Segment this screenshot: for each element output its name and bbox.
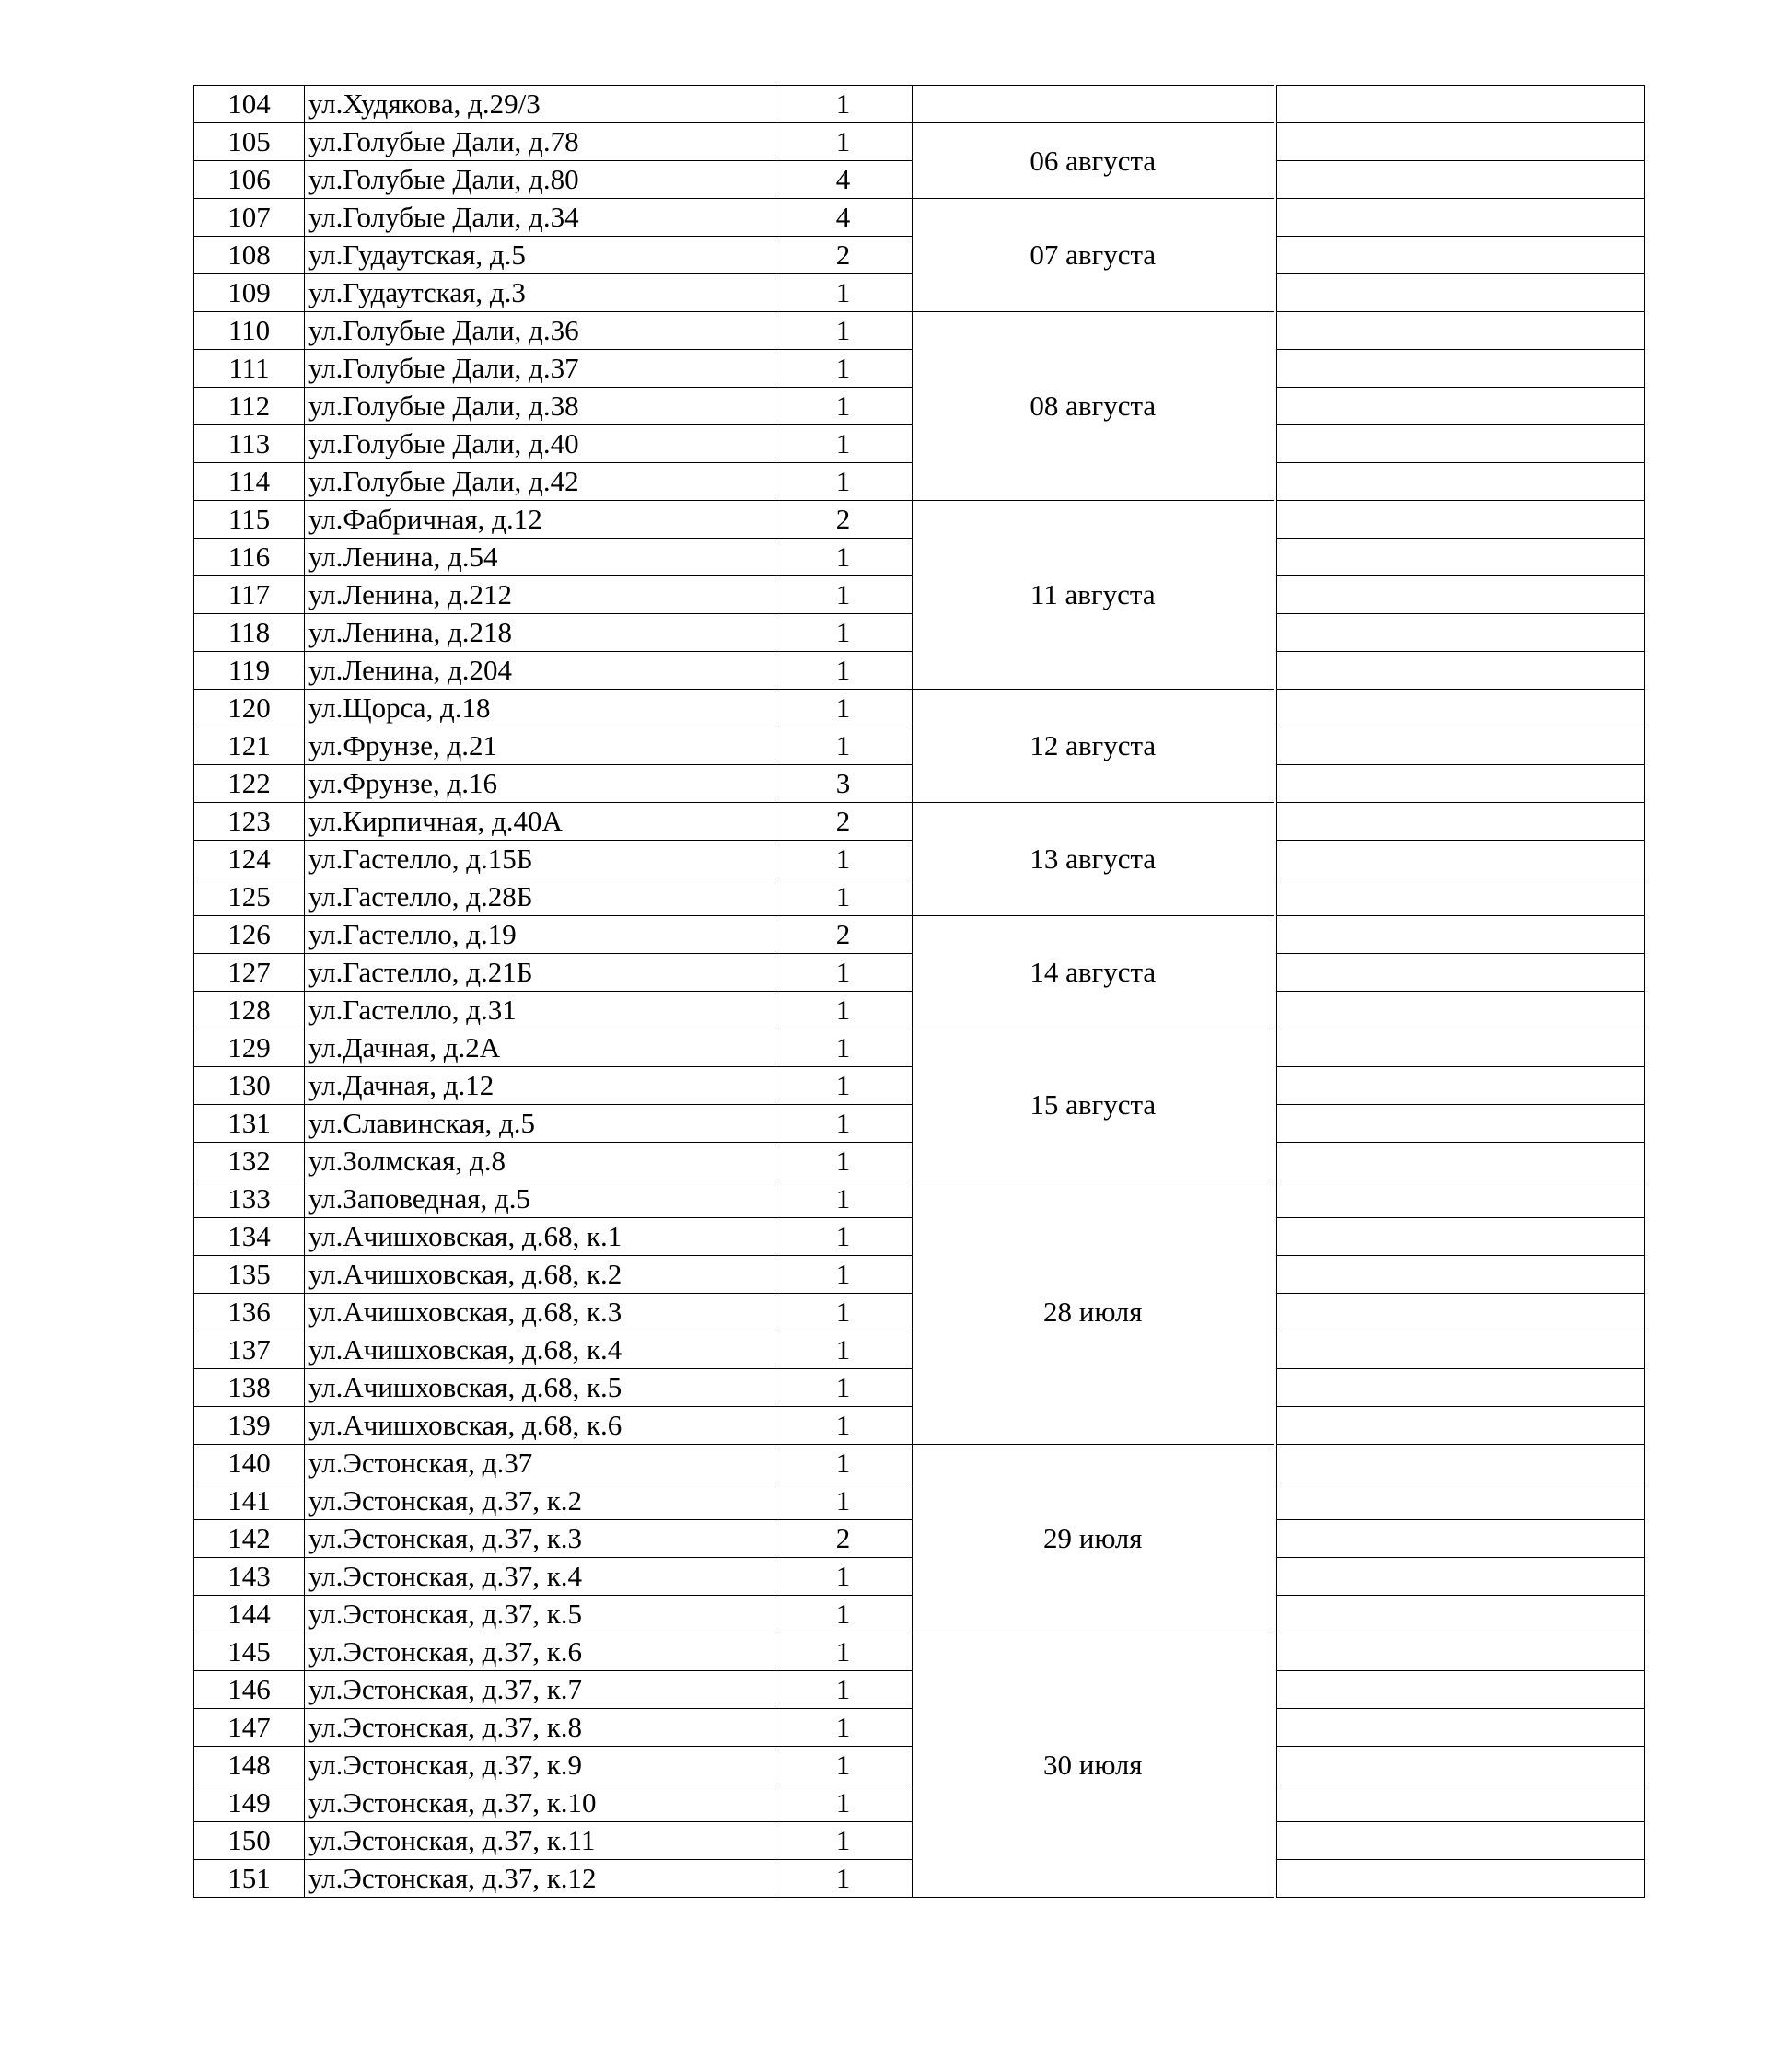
blank-cell — [1275, 463, 1645, 501]
row-number: 135 — [194, 1256, 305, 1294]
table-row — [194, 199, 1645, 237]
quantity-cell: 1 — [774, 388, 913, 425]
address-cell: ул.Золмская, д.8 — [305, 1143, 774, 1180]
address-cell: ул.Эстонская, д.37, к.7 — [305, 1671, 774, 1709]
blank-cell — [1275, 1860, 1645, 1898]
row-number: 141 — [194, 1482, 305, 1520]
address-cell: ул.Голубые Дали, д.78 — [305, 123, 774, 161]
row-number: 133 — [194, 1180, 305, 1218]
address-cell: ул.Ачишховская, д.68, к.4 — [305, 1331, 774, 1369]
row-number: 140 — [194, 1445, 305, 1482]
blank-cell — [1275, 1747, 1645, 1784]
address-cell: ул.Гастелло, д.28Б — [305, 878, 774, 916]
blank-cell — [1275, 425, 1645, 463]
address-cell: ул.Щорса, д.18 — [305, 690, 774, 727]
address-cell: ул.Славинская, д.5 — [305, 1105, 774, 1143]
address-cell: ул.Ленина, д.204 — [305, 652, 774, 690]
row-number: 145 — [194, 1633, 305, 1671]
blank-cell — [1275, 388, 1645, 425]
blank-cell — [1275, 1445, 1645, 1482]
blank-cell — [1275, 539, 1645, 576]
row-number: 112 — [194, 388, 305, 425]
address-cell: ул.Ачишховская, д.68, к.3 — [305, 1294, 774, 1331]
blank-cell — [1275, 1143, 1645, 1180]
row-number: 131 — [194, 1105, 305, 1143]
date-cell: 29 июля — [913, 1445, 1275, 1633]
address-cell: ул.Заповедная, д.5 — [305, 1180, 774, 1218]
address-cell: ул.Голубые Дали, д.80 — [305, 161, 774, 199]
address-cell: ул.Эстонская, д.37, к.8 — [305, 1709, 774, 1747]
blank-cell — [1275, 199, 1645, 237]
address-cell: ул.Ачишховская, д.68, к.1 — [305, 1218, 774, 1256]
address-cell: ул.Голубые Дали, д.36 — [305, 312, 774, 350]
address-cell: ул.Ачишховская, д.68, к.2 — [305, 1256, 774, 1294]
address-cell: ул.Эстонская, д.37, к.3 — [305, 1520, 774, 1558]
quantity-cell: 2 — [774, 803, 913, 841]
table-row — [194, 1633, 1645, 1671]
row-number: 119 — [194, 652, 305, 690]
blank-cell — [1275, 1256, 1645, 1294]
row-number: 104 — [194, 86, 305, 123]
blank-cell — [1275, 652, 1645, 690]
quantity-cell: 1 — [774, 1558, 913, 1596]
quantity-cell: 1 — [774, 614, 913, 652]
quantity-cell: 1 — [774, 690, 913, 727]
table-row — [194, 1445, 1645, 1482]
quantity-cell: 1 — [774, 539, 913, 576]
date-cell: 13 августа — [913, 803, 1275, 916]
address-cell: ул.Гудаутская, д.5 — [305, 237, 774, 274]
quantity-cell: 1 — [774, 1633, 913, 1671]
address-cell: ул.Фрунзе, д.21 — [305, 727, 774, 765]
row-number: 110 — [194, 312, 305, 350]
blank-cell — [1275, 274, 1645, 312]
row-number: 130 — [194, 1067, 305, 1105]
date-cell: 08 августа — [913, 312, 1275, 501]
quantity-cell: 1 — [774, 841, 913, 878]
address-cell: ул.Эстонская, д.37, к.2 — [305, 1482, 774, 1520]
quantity-cell: 1 — [774, 992, 913, 1029]
row-number: 105 — [194, 123, 305, 161]
date-cell: 30 июля — [913, 1633, 1275, 1898]
quantity-cell: 1 — [774, 350, 913, 388]
quantity-cell: 1 — [774, 1445, 913, 1482]
quantity-cell: 1 — [774, 86, 913, 123]
address-schedule-table — [193, 85, 1645, 1898]
address-cell: ул.Гастелло, д.21Б — [305, 954, 774, 992]
quantity-cell: 1 — [774, 1067, 913, 1105]
table-row — [194, 690, 1645, 727]
quantity-cell: 2 — [774, 1520, 913, 1558]
address-cell: ул.Ленина, д.212 — [305, 576, 774, 614]
quantity-cell: 1 — [774, 1482, 913, 1520]
quantity-cell: 1 — [774, 954, 913, 992]
blank-cell — [1275, 86, 1645, 123]
address-cell: ул.Эстонская, д.37, к.11 — [305, 1822, 774, 1860]
row-number: 137 — [194, 1331, 305, 1369]
quantity-cell: 1 — [774, 312, 913, 350]
quantity-cell: 1 — [774, 463, 913, 501]
quantity-cell: 1 — [774, 1218, 913, 1256]
date-cell: 28 июля — [913, 1180, 1275, 1445]
row-number: 144 — [194, 1596, 305, 1633]
address-cell: ул.Голубые Дали, д.38 — [305, 388, 774, 425]
address-cell: ул.Эстонская, д.37 — [305, 1445, 774, 1482]
table-row — [194, 1029, 1645, 1067]
blank-cell — [1275, 1709, 1645, 1747]
blank-cell — [1275, 1029, 1645, 1067]
table-row — [194, 803, 1645, 841]
row-number: 107 — [194, 199, 305, 237]
row-number: 111 — [194, 350, 305, 388]
quantity-cell: 4 — [774, 161, 913, 199]
quantity-cell: 1 — [774, 1256, 913, 1294]
quantity-cell: 4 — [774, 199, 913, 237]
quantity-cell: 1 — [774, 878, 913, 916]
quantity-cell: 2 — [774, 237, 913, 274]
row-number: 118 — [194, 614, 305, 652]
row-number: 117 — [194, 576, 305, 614]
address-cell: ул.Дачная, д.2А — [305, 1029, 774, 1067]
blank-cell — [1275, 1671, 1645, 1709]
address-cell: ул.Гастелло, д.15Б — [305, 841, 774, 878]
address-cell: ул.Голубые Дали, д.40 — [305, 425, 774, 463]
blank-cell — [1275, 803, 1645, 841]
address-cell: ул.Ачишховская, д.68, к.6 — [305, 1407, 774, 1445]
row-number: 122 — [194, 765, 305, 803]
quantity-cell: 1 — [774, 1407, 913, 1445]
address-cell: ул.Гастелло, д.31 — [305, 992, 774, 1029]
date-cell: 14 августа — [913, 916, 1275, 1029]
date-cell: 07 августа — [913, 199, 1275, 312]
address-cell: ул.Голубые Дали, д.37 — [305, 350, 774, 388]
row-number: 108 — [194, 237, 305, 274]
quantity-cell: 1 — [774, 1596, 913, 1633]
quantity-cell: 2 — [774, 916, 913, 954]
address-cell: ул.Гастелло, д.19 — [305, 916, 774, 954]
address-cell: ул.Эстонская, д.37, к.5 — [305, 1596, 774, 1633]
row-number: 148 — [194, 1747, 305, 1784]
blank-cell — [1275, 614, 1645, 652]
row-number: 127 — [194, 954, 305, 992]
blank-cell — [1275, 1822, 1645, 1860]
address-cell: ул.Худякова, д.29/3 — [305, 86, 774, 123]
blank-cell — [1275, 727, 1645, 765]
blank-cell — [1275, 878, 1645, 916]
row-number: 124 — [194, 841, 305, 878]
blank-cell — [1275, 1331, 1645, 1369]
address-cell: ул.Ленина, д.218 — [305, 614, 774, 652]
blank-cell — [1275, 1520, 1645, 1558]
table-row — [194, 86, 1645, 123]
quantity-cell: 1 — [774, 1105, 913, 1143]
row-number: 142 — [194, 1520, 305, 1558]
table-row — [194, 916, 1645, 954]
row-number: 146 — [194, 1671, 305, 1709]
row-number: 132 — [194, 1143, 305, 1180]
blank-cell — [1275, 1633, 1645, 1671]
address-cell: ул.Эстонская, д.37, к.10 — [305, 1784, 774, 1822]
address-cell: ул.Голубые Дали, д.34 — [305, 199, 774, 237]
row-number: 151 — [194, 1860, 305, 1898]
row-number: 139 — [194, 1407, 305, 1445]
row-number: 136 — [194, 1294, 305, 1331]
blank-cell — [1275, 1294, 1645, 1331]
table-row — [194, 1180, 1645, 1218]
blank-cell — [1275, 841, 1645, 878]
blank-cell — [1275, 1067, 1645, 1105]
address-cell: ул.Голубые Дали, д.42 — [305, 463, 774, 501]
quantity-cell: 1 — [774, 1671, 913, 1709]
quantity-cell: 1 — [774, 1143, 913, 1180]
row-number: 115 — [194, 501, 305, 539]
schedule-sheet — [193, 85, 1644, 1898]
address-cell: ул.Ачишховская, д.68, к.5 — [305, 1369, 774, 1407]
address-cell: ул.Кирпичная, д.40А — [305, 803, 774, 841]
quantity-cell: 3 — [774, 765, 913, 803]
blank-cell — [1275, 1596, 1645, 1633]
quantity-cell: 1 — [774, 1860, 913, 1898]
blank-cell — [1275, 501, 1645, 539]
row-number: 121 — [194, 727, 305, 765]
blank-cell — [1275, 1369, 1645, 1407]
row-number: 120 — [194, 690, 305, 727]
date-cell: 12 августа — [913, 690, 1275, 803]
row-number: 106 — [194, 161, 305, 199]
quantity-cell: 1 — [774, 1294, 913, 1331]
blank-cell — [1275, 312, 1645, 350]
row-number: 114 — [194, 463, 305, 501]
quantity-cell: 1 — [774, 1784, 913, 1822]
address-cell: ул.Эстонская, д.37, к.12 — [305, 1860, 774, 1898]
table-row — [194, 312, 1645, 350]
row-number: 149 — [194, 1784, 305, 1822]
blank-cell — [1275, 765, 1645, 803]
quantity-cell: 1 — [774, 1747, 913, 1784]
quantity-cell: 1 — [774, 652, 913, 690]
quantity-cell: 1 — [774, 1822, 913, 1860]
quantity-cell: 1 — [774, 727, 913, 765]
table-row — [194, 123, 1645, 161]
quantity-cell: 1 — [774, 123, 913, 161]
address-cell: ул.Эстонская, д.37, к.6 — [305, 1633, 774, 1671]
table-row — [194, 501, 1645, 539]
row-number: 123 — [194, 803, 305, 841]
blank-cell — [1275, 123, 1645, 161]
row-number: 134 — [194, 1218, 305, 1256]
blank-cell — [1275, 1482, 1645, 1520]
blank-cell — [1275, 1407, 1645, 1445]
row-number: 129 — [194, 1029, 305, 1067]
row-number: 150 — [194, 1822, 305, 1860]
blank-cell — [1275, 1558, 1645, 1596]
blank-cell — [1275, 350, 1645, 388]
quantity-cell: 1 — [774, 1369, 913, 1407]
address-cell: ул.Эстонская, д.37, к.9 — [305, 1747, 774, 1784]
row-number: 116 — [194, 539, 305, 576]
date-cell: 11 августа — [913, 501, 1275, 690]
address-cell: ул.Гудаутская, д.3 — [305, 274, 774, 312]
blank-cell — [1275, 690, 1645, 727]
quantity-cell: 2 — [774, 501, 913, 539]
row-number: 143 — [194, 1558, 305, 1596]
row-number: 138 — [194, 1369, 305, 1407]
blank-cell — [1275, 1105, 1645, 1143]
quantity-cell: 1 — [774, 1331, 913, 1369]
address-cell: ул.Дачная, д.12 — [305, 1067, 774, 1105]
blank-cell — [1275, 1180, 1645, 1218]
address-cell: ул.Ленина, д.54 — [305, 539, 774, 576]
row-number: 128 — [194, 992, 305, 1029]
date-cell: 06 августа — [913, 123, 1275, 199]
blank-cell — [1275, 1218, 1645, 1256]
quantity-cell: 1 — [774, 1029, 913, 1067]
blank-cell — [1275, 916, 1645, 954]
date-cell: 15 августа — [913, 1029, 1275, 1180]
row-number: 109 — [194, 274, 305, 312]
address-cell: ул.Эстонская, д.37, к.4 — [305, 1558, 774, 1596]
blank-cell — [1275, 1784, 1645, 1822]
quantity-cell: 1 — [774, 425, 913, 463]
date-cell — [913, 86, 1275, 123]
address-cell: ул.Фабричная, д.12 — [305, 501, 774, 539]
quantity-cell: 1 — [774, 274, 913, 312]
row-number: 147 — [194, 1709, 305, 1747]
blank-cell — [1275, 576, 1645, 614]
quantity-cell: 1 — [774, 1709, 913, 1747]
row-number: 113 — [194, 425, 305, 463]
quantity-cell: 1 — [774, 576, 913, 614]
quantity-cell: 1 — [774, 1180, 913, 1218]
table-body — [194, 86, 1645, 1898]
address-cell: ул.Фрунзе, д.16 — [305, 765, 774, 803]
blank-cell — [1275, 954, 1645, 992]
blank-cell — [1275, 237, 1645, 274]
blank-cell — [1275, 992, 1645, 1029]
row-number: 126 — [194, 916, 305, 954]
row-number: 125 — [194, 878, 305, 916]
blank-cell — [1275, 161, 1645, 199]
